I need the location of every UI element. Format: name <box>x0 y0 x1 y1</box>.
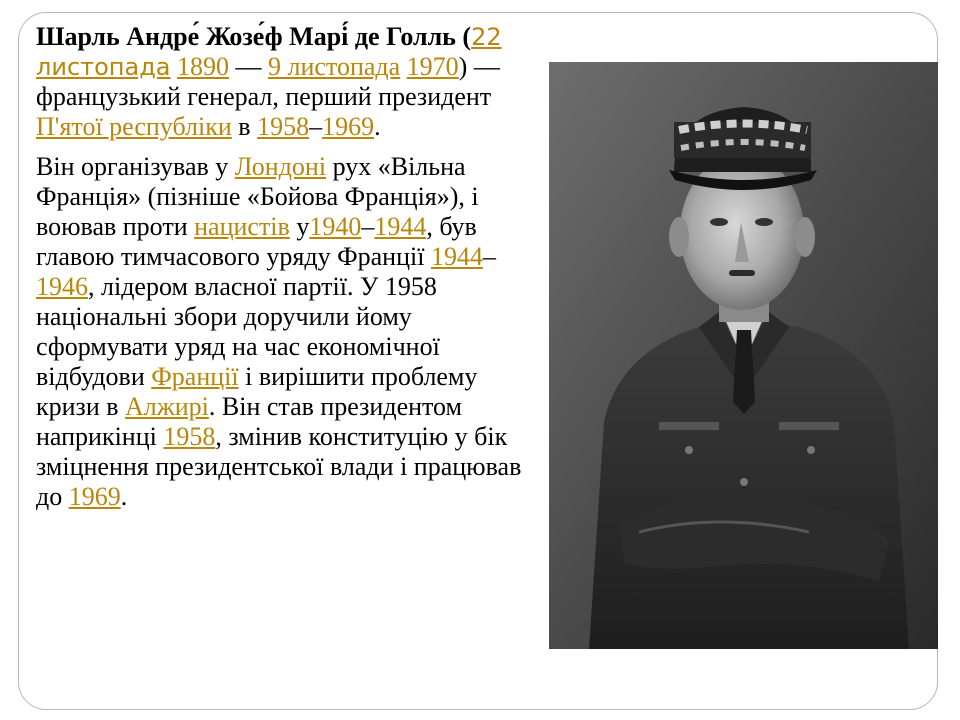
text-fragment: . <box>374 112 381 141</box>
text-fragment: – <box>361 212 375 241</box>
link-algeria[interactable]: Алжирі <box>125 392 209 421</box>
text-fragment: . Він став президентом наприкінці <box>36 392 463 451</box>
link-1946[interactable]: 1946 <box>36 272 88 301</box>
text-fragment: і вирішити проблему кризи в <box>36 362 478 421</box>
paragraph-biography <box>36 152 536 512</box>
portrait-illustration <box>549 62 938 649</box>
text-fragment: – <box>482 242 496 271</box>
text-fragment: рух «Вільна Франція» (пізніше «Бойова Франція»), і воював проти <box>36 152 479 241</box>
text-fragment: ( <box>455 22 472 51</box>
link-birth-year[interactable]: 1890 <box>177 52 229 81</box>
text-fragment: ) — французький генерал, перший президент <box>36 52 500 111</box>
text-fragment: – <box>309 112 323 141</box>
link-term-start[interactable]: 1958 <box>257 112 310 141</box>
text-fragment: Він організував у <box>36 152 235 181</box>
link-death-day[interactable]: 9 листопада <box>268 52 401 81</box>
text-fragment: — <box>229 52 268 81</box>
text-fragment: , лідером власної партії. У 1958 національні збори доручили йому сформувати уряд на час економічної відбудови <box>36 272 440 391</box>
text-fragment: в <box>231 112 258 141</box>
portrait-photo <box>549 62 938 649</box>
text-fragment: , був главою тимчасового уряду Франції <box>36 212 477 271</box>
text-fragment: , змінив конституцію у бік зміцнення президентської влади і працював до <box>36 422 522 511</box>
text-fragment: . <box>120 482 128 511</box>
link-birth-day[interactable]: 22 листопада <box>36 23 502 81</box>
text-fragment: у <box>289 212 310 241</box>
paragraph-intro <box>36 22 536 142</box>
person-name: Шарль Андре́ Жозе́ф Марі́ де Голль <box>36 22 456 51</box>
link-1969[interactable]: 1969 <box>68 482 121 511</box>
link-france[interactable]: Франції <box>151 362 239 391</box>
link-term-end[interactable]: 1969 <box>322 112 375 141</box>
link-1958[interactable]: 1958 <box>163 422 216 451</box>
link-1940[interactable]: 1940 <box>309 212 362 241</box>
text-block <box>36 22 536 522</box>
link-london[interactable]: Лондоні <box>234 152 327 181</box>
link-1944-gov[interactable]: 1944 <box>430 242 483 271</box>
link-death-year[interactable]: 1970 <box>406 52 459 81</box>
link-1944[interactable]: 1944 <box>374 212 427 241</box>
link-fifth-republic[interactable]: П'ятої республіки <box>36 112 232 141</box>
link-nazis[interactable]: нацистів <box>194 212 290 241</box>
